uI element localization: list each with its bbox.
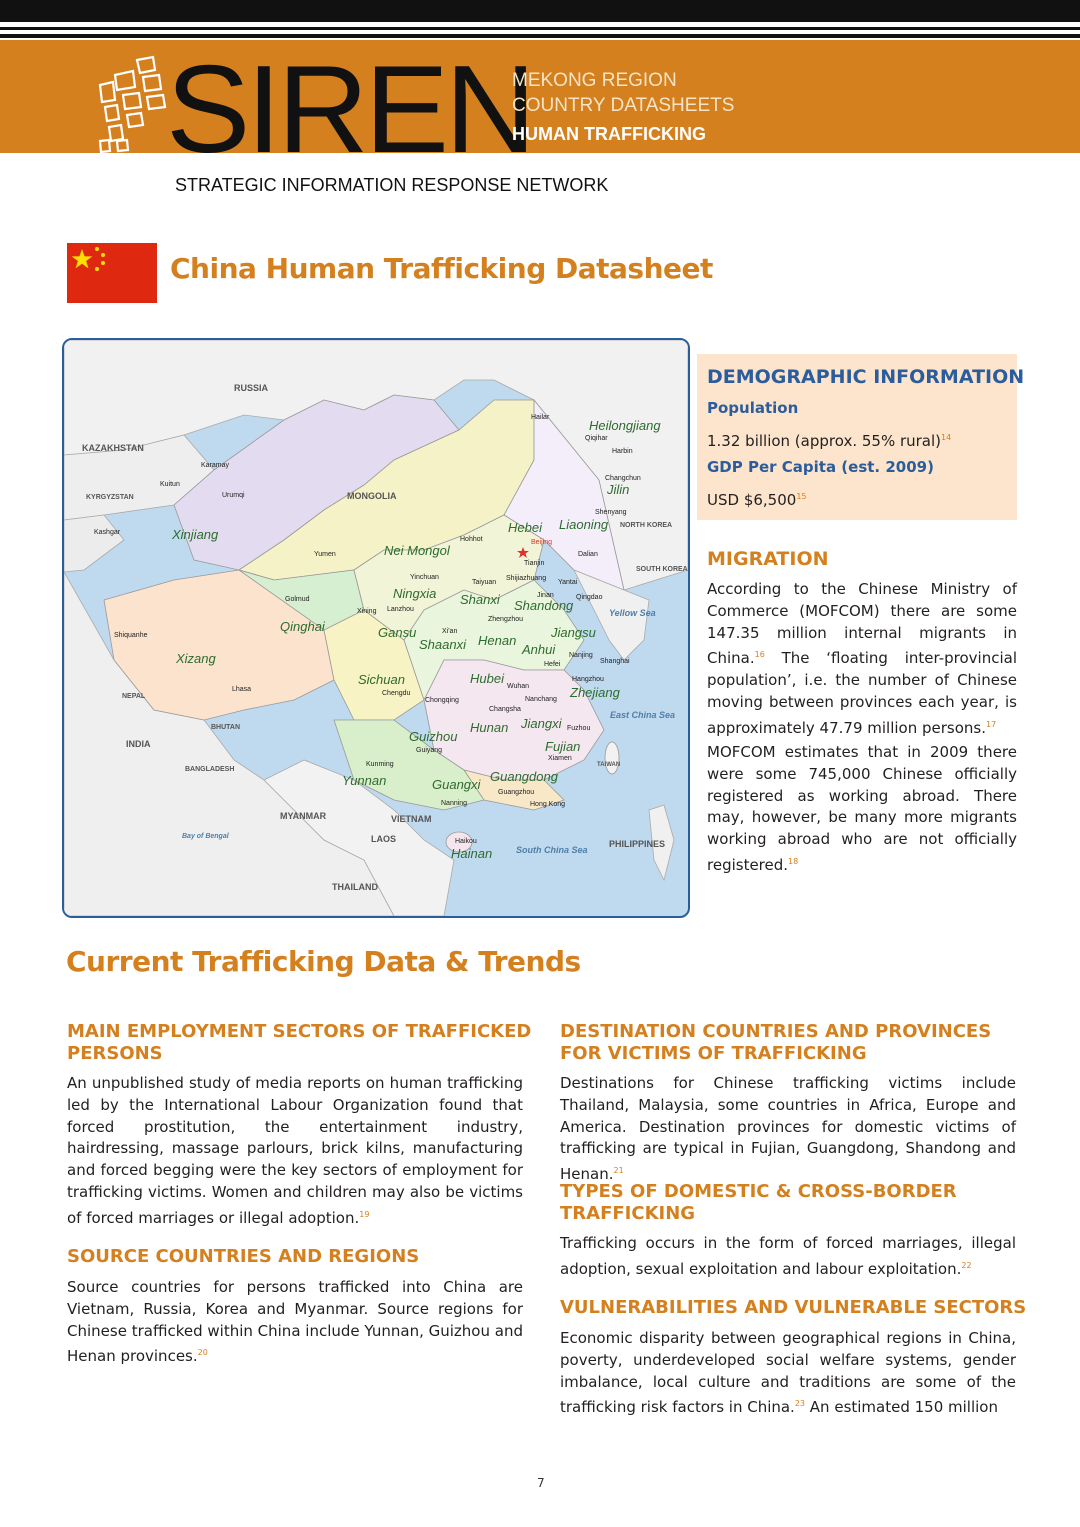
map-province-label: Hubei (470, 671, 504, 686)
china-flag-icon (67, 243, 157, 303)
map-city-label: Changchun (605, 475, 641, 482)
map-province-label: Gansu (378, 625, 417, 640)
map-country-label: TAIWAN (597, 762, 621, 768)
map-country-label: SOUTH KOREA (636, 566, 688, 573)
map-city-label: Xiamen (548, 755, 572, 762)
map-city-label: Nanning (441, 800, 468, 807)
china-map (62, 338, 690, 918)
map-city-label: Hefei (544, 661, 561, 668)
map-city-label: Shanghai (600, 658, 630, 665)
map-province-label: Jilin (607, 482, 630, 497)
map-city-label: Lhasa (232, 686, 252, 693)
map-city-label: Fuzhou (567, 725, 591, 732)
population-value: 1.32 billion (approx. 55% rural)$^{14}$ (707, 432, 952, 450)
map-sea-label: Yellow Sea (609, 608, 656, 618)
map-country-label: BANGLADESH (185, 766, 235, 773)
map-city-label: Yinchuan (410, 574, 439, 581)
map-country-label: BHUTAN (211, 724, 241, 731)
header-tagline: MEKONG REGION (512, 70, 677, 91)
map-city-label: Shijiazhuang (506, 575, 547, 582)
top-black-bar (0, 0, 1080, 22)
map-city-label: Nanjing (569, 652, 593, 659)
page-number: 7 (537, 1476, 545, 1490)
map-city-label: Nanchang (525, 696, 557, 703)
map-city-label: Hangzhou (572, 676, 604, 683)
map-province-label: Hebei (508, 520, 542, 535)
map-country-label: THAILAND (332, 882, 378, 892)
map-city-label: Yantai (558, 579, 578, 586)
map-country-label: MONGOLIA (347, 491, 397, 501)
header-tagline: COUNTRY DATASHEETS (512, 95, 735, 116)
map-city-label: Kunming (366, 761, 394, 768)
map-city-label: Hailar (531, 414, 550, 421)
migration-paragraph: According to the Chinese Ministry of Commerce (MOFCOM) there are some 147.35 million internal migrants in China.$^{16}$ The ‘floating inter-provincial population’, i.e. the number of Chinese moving between provinces each year, is approximately 47.79 million persons.$^{17}$ (707, 580, 1017, 737)
map-country-label: MYANMAR (280, 811, 327, 821)
map-city-label: Haikou (455, 838, 477, 845)
map-sea-label: East China Sea (610, 710, 676, 720)
map-city-label: Kashgar (94, 529, 121, 536)
map-province-label: Liaoning (559, 517, 609, 532)
map-city-label: Tianjin (524, 560, 545, 567)
map-city-label: Chengdu (382, 690, 411, 697)
map-city-label: Chongqing (425, 697, 459, 704)
map-sea-label: Bay of Bengal (182, 833, 229, 840)
source-heading: SOURCE COUNTRIES AND REGIONS (67, 1246, 420, 1267)
map-province-label: Jiangsu (551, 625, 596, 640)
map-province-label: Guangxi (432, 777, 481, 792)
map-province-label: Jiangxi (521, 716, 562, 731)
map-city-label: Changsha (489, 706, 521, 713)
map-city-label: Beijing (531, 539, 553, 546)
header-stripe (0, 27, 1080, 30)
siren-logo-mark-icon (95, 55, 175, 155)
employment-heading: MAIN EMPLOYMENT SECTORS OF TRAFFICKED PERSONS (67, 1021, 532, 1064)
map-province-label: Ningxia (393, 586, 437, 601)
map-city-label: Taiyuan (472, 579, 497, 586)
source-paragraph: Source countries for persons trafficked into China are Vietnam, Russia, Korea and Myanmar. Source regions for Chinese trafficked within China include Yunnan, Guizhou and Henan provinces.$^{20}$ (67, 1278, 523, 1366)
page-title: China Human Trafficking Datasheet (170, 252, 713, 285)
header-stripe (0, 34, 1080, 38)
map-sea-label: South China Sea (516, 845, 588, 855)
map-city-label: Dalian (578, 551, 598, 558)
vulnerabilities-heading: VULNERABILITIES AND VULNERABLE SECTORS (560, 1297, 1027, 1318)
map-province-label: Fujian (545, 739, 581, 754)
map-province-label: Heilongjiang (589, 418, 661, 433)
map-province-label: Nei Mongol (384, 543, 450, 558)
map-city-label: Kuitun (160, 481, 180, 488)
destination-paragraph: Destinations for Chinese trafficking victims include Thailand, Malaysia, some countries in Africa, Europe and America. Destination provinces for domestic victims of trafficking are typical in Fujian, Guangdong, Shandong and Henan.$^{21}$ (560, 1074, 1016, 1184)
migration-heading: MIGRATION (707, 548, 829, 570)
map-country-label: LAOS (371, 834, 397, 844)
map-city-label: Harbin (612, 448, 633, 455)
map-province-label: Xinjiang (172, 527, 219, 542)
population-label: Population (707, 399, 799, 417)
map-province-label: Henan (478, 633, 517, 648)
map-country-label: NEPAL (122, 693, 146, 700)
map-city-label: Karamay (201, 462, 230, 469)
map-city-label: Zhengzhou (488, 616, 524, 623)
map-city-label: Yumen (314, 551, 336, 558)
map-country-label: VIETNAM (391, 814, 432, 824)
types-paragraph: Trafficking occurs in the form of forced marriages, illegal adoption, sexual exploitation and labour exploitation.$^{22}$ (560, 1234, 1016, 1278)
map-province-label: Qinghai (280, 619, 325, 634)
map-province-label: Anhui (522, 642, 556, 657)
map-province-label: Guangdong (490, 769, 558, 784)
map-province-label: Shaanxi (419, 637, 466, 652)
map-city-label: Hong Kong (530, 801, 566, 808)
map-city-label: Guiyang (416, 747, 443, 754)
map-city-label: Wuhan (507, 683, 530, 690)
types-heading: TYPES OF DOMESTIC & CROSS-BORDER TRAFFICKING (560, 1181, 957, 1224)
map-country-label: INDIA (126, 739, 151, 749)
map-province-label: Shanxi (460, 592, 500, 607)
employment-paragraph: An unpublished study of media reports on human trafficking led by the International Labour Organization found that forced prostitution, the entertainment industry, hairdressing, massage parlours, brick kilns, manufacturing and forced begging were the key sectors of employment for trafficking victims. Women and children may also be victims of forced marriages or illegal adoption.$^{19}$ (67, 1074, 523, 1227)
map-province-label: Sichuan (358, 672, 405, 687)
map-province-label: Hunan (470, 720, 509, 735)
map-city-label: Shiquanhe (114, 632, 148, 639)
map-province-label: Hainan (451, 846, 493, 861)
network-name: STRATEGIC INFORMATION RESPONSE NETWORK (175, 175, 609, 195)
siren-brand-wordmark: SIREN (166, 41, 533, 179)
map-country-label: NORTH KOREA (620, 522, 673, 529)
map-province-label: Xizang (176, 651, 216, 666)
map-province-label: Yunnan (342, 773, 387, 788)
map-country-label: KAZAKHSTAN (82, 443, 144, 453)
map-country-label: KYRGYZSTAN (86, 494, 134, 501)
map-city-label: Hohhot (460, 536, 483, 543)
map-province-label: Shandong (514, 598, 574, 613)
map-city-label: Qiqihar (585, 435, 608, 442)
vulnerabilities-paragraph: Economic disparity between geographical regions in China, poverty, underdeveloped social welfare systems, gender imbalance, local culture and traditions are some of the trafficking risk factors in China.$^{23}$ An estimated 150 million (560, 1329, 1016, 1417)
map-city-label: Lanzhou (387, 606, 414, 613)
map-country-label: PHILIPPINES (609, 839, 666, 849)
gdp-label: GDP Per Capita (est. 2009) (707, 458, 934, 476)
destination-heading: DESTINATION COUNTRIES AND PROVINCES FOR VICTIMS OF TRAFFICKING (560, 1021, 992, 1064)
migration-paragraph: MOFCOM estimates that in 2009 there were some 745,000 Chinese officially registered as working abroad. There may, however, be many more migrants working abroad who are not officially registered.$^{18}$ (707, 743, 1017, 874)
header-tagline-topic: HUMAN TRAFFICKING (512, 124, 706, 144)
map-city-label: Golmud (285, 596, 310, 603)
map-city-label: Xining (357, 608, 377, 615)
map-province-label: Zhejiang (570, 685, 620, 700)
gdp-value: USD $6,500$^{15}$ (707, 491, 807, 509)
map-city-label: Shenyang (595, 509, 627, 516)
map-city-label: Urumqi (222, 492, 245, 499)
map-province-label: Guizhou (409, 729, 458, 744)
map-country-label: RUSSIA (234, 383, 269, 393)
trends-heading: Current Trafficking Data & Trends (66, 945, 581, 978)
demographic-heading: DEMOGRAPHIC INFORMATION (707, 366, 1025, 388)
map-city-label: Guangzhou (498, 789, 535, 796)
map-city-label: Qingdao (576, 594, 603, 601)
map-city-label: Xi'an (442, 628, 458, 635)
map-city-label: Jinan (537, 592, 554, 599)
